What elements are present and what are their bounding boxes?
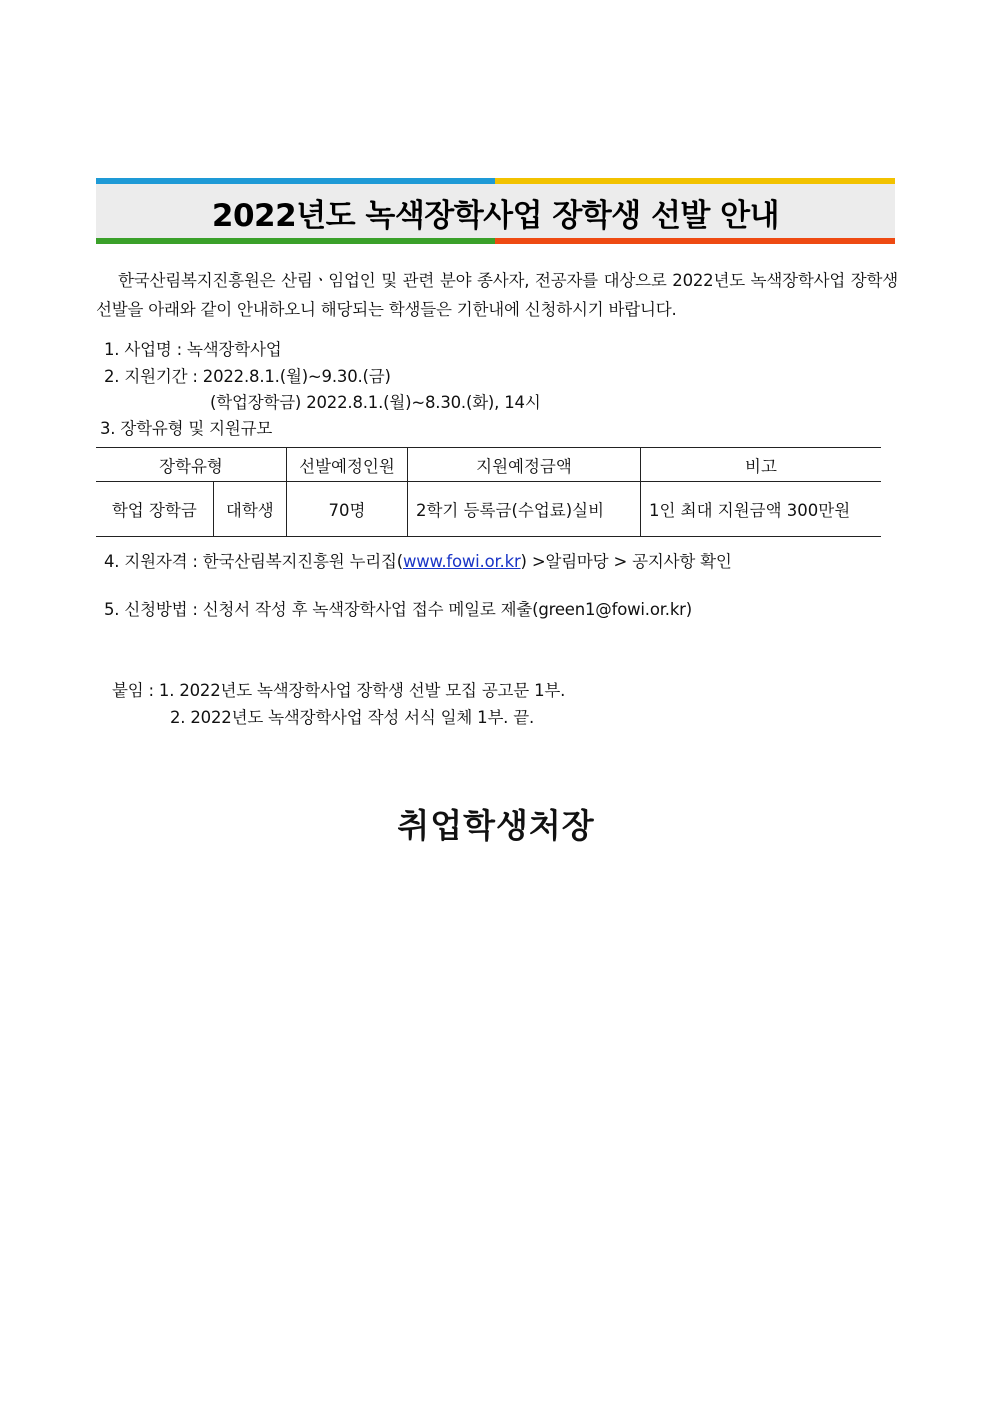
header-remarks: 비고 [641, 448, 882, 482]
header-scholarship-type: 장학유형 [96, 448, 287, 482]
title-banner [96, 178, 895, 244]
item-application-method: 5. 신청방법 : 신청서 작성 후 녹색장학사업 접수 메일로 제출(green1@fowi.or.kr) [104, 600, 693, 619]
attachment-1: 붙임 : 1. 2022년도 녹색장학사업 장학생 선발 모집 공고문 1부. [112, 681, 566, 700]
header-planned-count: 선발예정인원 [287, 448, 408, 482]
banner-bar-bottom-orange [495, 238, 895, 244]
item-scholarship-type-heading: 3. 장학유형 및 지원규모 [100, 419, 273, 438]
banner-bar-top-blue [96, 178, 495, 184]
eligibility-text-prefix: 4. 지원자격 : 한국산림복지진흥원 누리집( [104, 552, 403, 571]
item-support-period: 2. 지원기간 : 2022.8.1.(월)~9.30.(금) [104, 367, 391, 386]
banner-bar-top-yellow [495, 178, 895, 184]
attachment-2: 2. 2022년도 녹색장학사업 작성 서식 일체 1부. 끝. [170, 708, 535, 727]
eligibility-text-suffix: ) >알림마당 > 공지사항 확인 [520, 552, 732, 571]
table-row [96, 482, 881, 537]
item-eligibility [104, 548, 732, 572]
intro-paragraph: 한국산림복지진흥원은 산림ㆍ임업인 및 관련 분야 종사자, 전공자를 대상으로 2022년도 녹색장학사업 장학생 선발을 아래와 같이 안내하오니 해당되는 학생들은 기한내에 신청하시기 바랍니다. [96, 271, 898, 319]
homepage-link[interactable]: www.fowi.or.kr [402, 552, 521, 571]
cell-amount: 2학기 등록금(수업료)실비 [408, 482, 641, 537]
cell-remarks: 1인 최대 지원금액 300만원 [641, 482, 882, 537]
item-support-period-sub: (학업장학금) 2022.8.1.(월)~8.30.(화), 14시 [210, 393, 541, 412]
header-planned-amount: 지원예정금액 [408, 448, 641, 482]
scholarship-table [96, 447, 881, 537]
document-title: 2022년도 녹색장학사업 장학생 선발 안내 [211, 198, 780, 234]
cell-scholarship-name: 학업 장학금 [96, 482, 213, 537]
table-header-row [96, 448, 881, 482]
banner-bar-bottom-green [96, 238, 495, 244]
cell-target: 대학생 [213, 482, 286, 537]
item-business-name: 1. 사업명 : 녹색장학사업 [104, 340, 282, 359]
issuing-office: 취업학생처장 [397, 806, 595, 845]
cell-count: 70명 [287, 482, 408, 537]
